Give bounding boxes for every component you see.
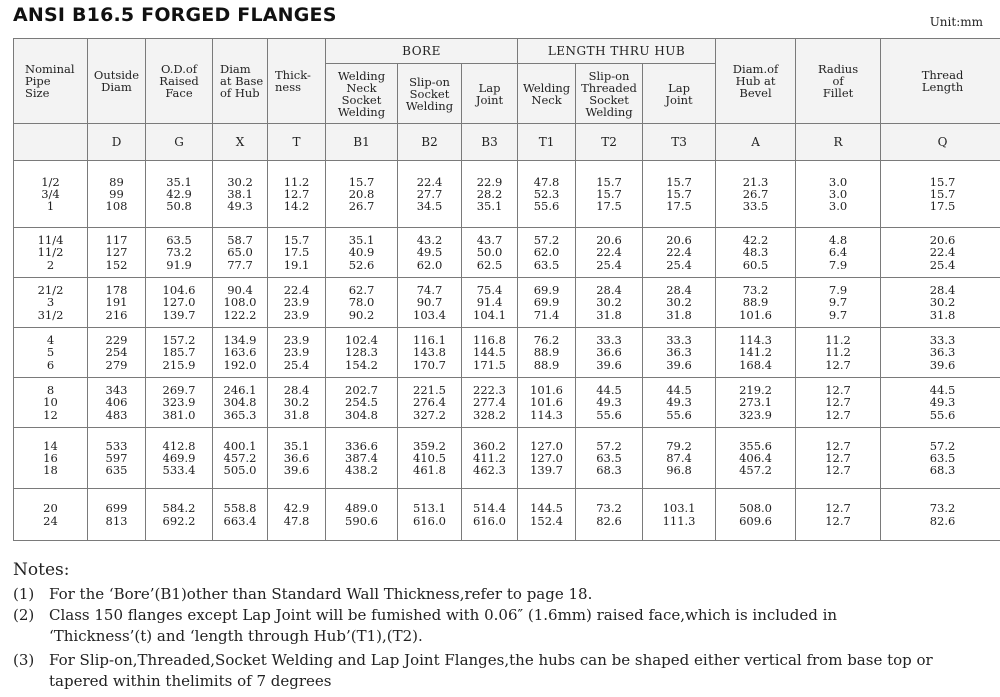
cell-t2: 15.7 15.7 17.5 [576, 161, 643, 228]
cell-x: 58.7 65.0 77.7 [213, 228, 268, 278]
header-symbol-blank [14, 124, 88, 161]
symbol-q: Q [881, 124, 1000, 161]
cell-t3: 15.7 15.7 17.5 [643, 161, 716, 228]
cell-a: 114.3 141.2 168.4 [716, 328, 796, 378]
cell-t: 11.2 12.7 14.2 [268, 161, 326, 228]
cell-g: 35.1 42.9 50.8 [146, 161, 213, 228]
cell-q: 44.5 49.3 55.6 [881, 378, 1000, 428]
cell-g: 157.2 185.7 215.9 [146, 328, 213, 378]
cell-t3: 103.1 111.3 [643, 489, 716, 541]
header-outside-diam: Outside Diam [88, 39, 146, 124]
cell-g: 269.7 323.9 381.0 [146, 378, 213, 428]
header-t3: Lap Joint [643, 64, 716, 124]
header-thickness: Thick- ness [268, 39, 326, 124]
cell-t1: 76.2 88.9 88.9 [518, 328, 576, 378]
table-row [14, 228, 1000, 278]
cell-b3: 514.4 616.0 [462, 489, 518, 541]
flange-dimensions-table [13, 38, 1000, 541]
cell-d: 343 406 483 [88, 378, 146, 428]
symbol-b2: B2 [398, 124, 462, 161]
symbol-d: D [88, 124, 146, 161]
cell-a: 508.0 609.6 [716, 489, 796, 541]
cell-b3: 43.7 50.0 62.5 [462, 228, 518, 278]
note-text-continued: tapered within thelimits of 7 degrees [49, 672, 332, 690]
cell-t2: 73.2 82.6 [576, 489, 643, 541]
cell-nominal-size: 8 10 12 [14, 378, 88, 428]
table-row [14, 278, 1000, 328]
cell-nominal-size: 11/4 11/2 2 [14, 228, 88, 278]
cell-t2: 20.6 22.4 25.4 [576, 228, 643, 278]
cell-t3: 44.5 49.3 55.6 [643, 378, 716, 428]
cell-q: 15.7 15.7 17.5 [881, 161, 1000, 228]
header-b3: Lap Joint [462, 64, 518, 124]
header-t1: Welding Neck [518, 64, 576, 124]
cell-t3: 28.4 30.2 31.8 [643, 278, 716, 328]
cell-g: 104.6 127.0 139.7 [146, 278, 213, 328]
cell-d: 117 127 152 [88, 228, 146, 278]
cell-nominal-size: 20 24 [14, 489, 88, 541]
unit-label: Unit:mm [929, 15, 983, 29]
cell-a: 42.2 48.3 60.5 [716, 228, 796, 278]
cell-x: 246.1 304.8 365.3 [213, 378, 268, 428]
header-length-thru-hub: LENGTH THRU HUB [518, 39, 716, 64]
cell-b1: 15.7 20.8 26.7 [326, 161, 398, 228]
cell-x: 90.4 108.0 122.2 [213, 278, 268, 328]
cell-t: 15.7 17.5 19.1 [268, 228, 326, 278]
cell-d: 89 99 108 [88, 161, 146, 228]
cell-x: 30.2 38.1 49.3 [213, 161, 268, 228]
page-title: ANSI B16.5 FORGED FLANGES [13, 4, 337, 26]
table-row [14, 328, 1000, 378]
symbol-g: G [146, 124, 213, 161]
note-number: (3) [13, 651, 35, 669]
note-1 [13, 584, 592, 605]
header-b2: Slip-on Socket Welding [398, 64, 462, 124]
cell-t2: 33.3 36.6 39.6 [576, 328, 643, 378]
cell-a: 355.6 406.4 457.2 [716, 428, 796, 489]
cell-q: 20.6 22.4 25.4 [881, 228, 1000, 278]
symbol-a: A [716, 124, 796, 161]
header-b1: Welding Neck Socket Welding [326, 64, 398, 124]
note-number: (1) [13, 585, 35, 603]
cell-g: 63.5 73.2 91.9 [146, 228, 213, 278]
cell-r: 7.9 9.7 9.7 [796, 278, 881, 328]
note-2 [13, 605, 837, 647]
cell-g: 412.8 469.9 533.4 [146, 428, 213, 489]
cell-t2: 28.4 30.2 31.8 [576, 278, 643, 328]
header-diam-hub-bevel: Diam.of Hub at Bevel [716, 39, 796, 124]
cell-nominal-size: 14 16 18 [14, 428, 88, 489]
cell-q: 33.3 36.3 39.6 [881, 328, 1000, 378]
cell-t1: 57.2 62.0 63.5 [518, 228, 576, 278]
cell-r: 3.0 3.0 3.0 [796, 161, 881, 228]
cell-t: 35.1 36.6 39.6 [268, 428, 326, 489]
table-row [14, 489, 1000, 541]
cell-t: 42.9 47.8 [268, 489, 326, 541]
cell-q: 57.2 63.5 68.3 [881, 428, 1000, 489]
cell-b3: 22.9 28.2 35.1 [462, 161, 518, 228]
cell-b1: 62.7 78.0 90.2 [326, 278, 398, 328]
cell-nominal-size: 4 5 6 [14, 328, 88, 378]
table-row [14, 161, 1000, 228]
cell-b3: 222.3 277.4 328.2 [462, 378, 518, 428]
symbol-x: X [213, 124, 268, 161]
cell-g: 584.2 692.2 [146, 489, 213, 541]
cell-q: 28.4 30.2 31.8 [881, 278, 1000, 328]
cell-a: 219.2 273.1 323.9 [716, 378, 796, 428]
cell-r: 12.7 12.7 12.7 [796, 428, 881, 489]
table-row [14, 378, 1000, 428]
cell-t: 23.9 23.9 25.4 [268, 328, 326, 378]
note-text: Class 150 flanges except Lap Joint will be fumished with 0.06″ (1.6mm) raised face,which is included in [49, 606, 838, 624]
cell-a: 73.2 88.9 101.6 [716, 278, 796, 328]
cell-x: 558.8 663.4 [213, 489, 268, 541]
cell-a: 21.3 26.7 33.5 [716, 161, 796, 228]
cell-r: 11.2 11.2 12.7 [796, 328, 881, 378]
note-text: For Slip-on,Threaded,Socket Welding and Lap Joint Flanges,the hubs can be shaped either vertical from base top or [49, 651, 933, 669]
cell-b1: 202.7 254.5 304.8 [326, 378, 398, 428]
cell-r: 12.7 12.7 12.7 [796, 378, 881, 428]
cell-t1: 69.9 69.9 71.4 [518, 278, 576, 328]
cell-b2: 359.2 410.5 461.8 [398, 428, 462, 489]
note-text-continued: ‘Thickness’(t) and ‘length through Hub’(T1),(T2). [49, 627, 423, 645]
note-number: (2) [13, 606, 35, 624]
symbol-t: T [268, 124, 326, 161]
cell-t: 22.4 23.9 23.9 [268, 278, 326, 328]
cell-x: 400.1 457.2 505.0 [213, 428, 268, 489]
cell-r: 12.7 12.7 [796, 489, 881, 541]
cell-b2: 221.5 276.4 327.2 [398, 378, 462, 428]
cell-b2: 74.7 90.7 103.4 [398, 278, 462, 328]
cell-t1: 47.8 52.3 55.6 [518, 161, 576, 228]
cell-t2: 44.5 49.3 55.6 [576, 378, 643, 428]
cell-t3: 33.3 36.3 39.6 [643, 328, 716, 378]
note-text: For the ‘Bore’(B1)other than Standard Wall Thickness,refer to page 18. [49, 585, 593, 603]
cell-d: 229 254 279 [88, 328, 146, 378]
cell-t1: 144.5 152.4 [518, 489, 576, 541]
cell-t1: 127.0 127.0 139.7 [518, 428, 576, 489]
notes-heading: Notes: [13, 560, 70, 580]
table-body [14, 161, 1000, 541]
cell-r: 4.8 6.4 7.9 [796, 228, 881, 278]
cell-b1: 336.6 387.4 438.2 [326, 428, 398, 489]
header-diam-base-hub: Diam at Base of Hub [213, 39, 268, 124]
cell-b3: 116.8 144.5 171.5 [462, 328, 518, 378]
header-radius-fillet: Radius of Fillet [796, 39, 881, 124]
cell-b2: 43.2 49.5 62.0 [398, 228, 462, 278]
cell-b1: 489.0 590.6 [326, 489, 398, 541]
cell-b1: 35.1 40.9 52.6 [326, 228, 398, 278]
header-nominal-pipe-size: Nominal Pipe Size [14, 39, 88, 124]
cell-nominal-size: 21/2 3 31/2 [14, 278, 88, 328]
cell-t3: 79.2 87.4 96.8 [643, 428, 716, 489]
symbol-b3: B3 [462, 124, 518, 161]
cell-b2: 116.1 143.8 170.7 [398, 328, 462, 378]
header-bore: BORE [326, 39, 518, 64]
cell-b2: 513.1 616.0 [398, 489, 462, 541]
symbol-t1: T1 [518, 124, 576, 161]
header-t2: Slip-on Threaded Socket Welding [576, 64, 643, 124]
symbol-b1: B1 [326, 124, 398, 161]
cell-b3: 360.2 411.2 462.3 [462, 428, 518, 489]
table-row [14, 428, 1000, 489]
header-thread-length: Thread Length [881, 39, 1000, 124]
symbol-r: R [796, 124, 881, 161]
cell-t1: 101.6 101.6 114.3 [518, 378, 576, 428]
cell-t3: 20.6 22.4 25.4 [643, 228, 716, 278]
cell-d: 533 597 635 [88, 428, 146, 489]
cell-b2: 22.4 27.7 34.5 [398, 161, 462, 228]
cell-nominal-size: 1/2 3/4 1 [14, 161, 88, 228]
cell-d: 699 813 [88, 489, 146, 541]
symbol-t2: T2 [576, 124, 643, 161]
symbol-t3: T3 [643, 124, 716, 161]
header-od-raised-face: O.D.of Raised Face [146, 39, 213, 124]
note-3 [13, 650, 933, 692]
cell-q: 73.2 82.6 [881, 489, 1000, 541]
cell-b3: 75.4 91.4 104.1 [462, 278, 518, 328]
cell-x: 134.9 163.6 192.0 [213, 328, 268, 378]
cell-t2: 57.2 63.5 68.3 [576, 428, 643, 489]
cell-t: 28.4 30.2 31.8 [268, 378, 326, 428]
cell-b1: 102.4 128.3 154.2 [326, 328, 398, 378]
cell-d: 178 191 216 [88, 278, 146, 328]
